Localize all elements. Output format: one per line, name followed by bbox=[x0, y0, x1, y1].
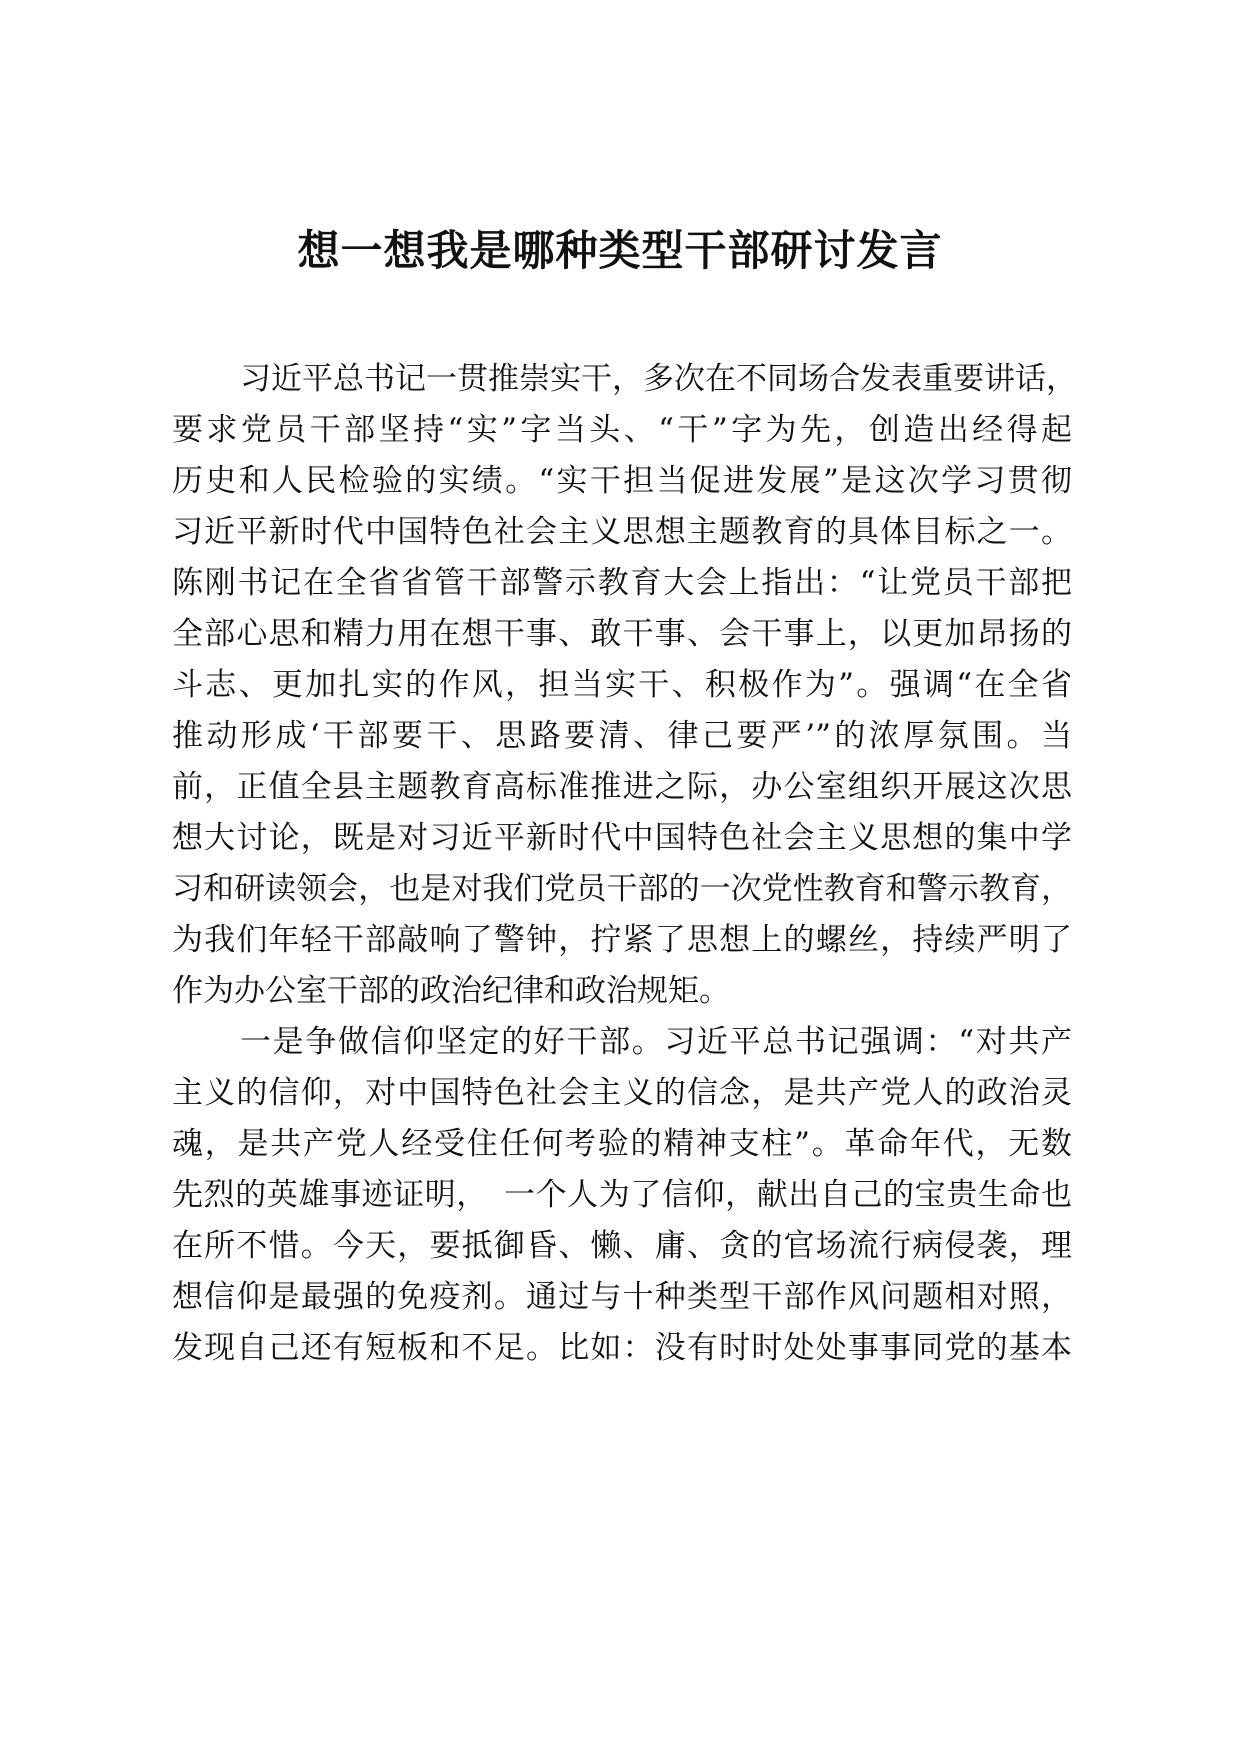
text-line: 习近平新时代中国特色社会主义思想主题教育的具体目标之一。 bbox=[172, 514, 1072, 550]
document-body bbox=[172, 354, 1077, 1374]
text-line: 先烈的英雄事迹证明， 一个人为了信仰，献出自己的宝贵生命也 bbox=[172, 1177, 1072, 1213]
text-line: 为我们年轻干部敲响了警钟，拧紧了思想上的螺丝，持续严明了 bbox=[172, 922, 1072, 958]
text-line: 要求党员干部坚持“实”字当头、“干”字为先，创造出经得起 bbox=[172, 412, 1072, 448]
text-line: 想大讨论，既是对习近平新时代中国特色社会主义思想的集中学 bbox=[172, 820, 1072, 856]
text-line: 习和研读领会，也是对我们党员干部的一次党性教育和警示教育， bbox=[172, 871, 1072, 907]
text-line: 魂，是共产党人经受住任何考验的精神支柱”。革命年代，无数 bbox=[172, 1126, 1072, 1162]
text-line: 习近平总书记一贯推崇实干，多次在不同场合发表重要讲话， bbox=[240, 361, 1077, 397]
text-line: 陈刚书记在全省省管干部警示教育大会上指出：“让党员干部把 bbox=[172, 565, 1072, 601]
paragraph-intro bbox=[172, 354, 1077, 1017]
text-line: 推动形成‘干部要干、思路要清、律己要严’”的浓厚氛围。当 bbox=[172, 718, 1072, 754]
text-line: 全部心思和精力用在想干事、敢干事、会干事上，以更加昂扬的 bbox=[172, 616, 1072, 652]
text-line: 作为办公室干部的政治纪律和政治规矩。 bbox=[172, 973, 730, 1009]
text-line: 主义的信仰，对中国特色社会主义的信念，是共产党人的政治灵 bbox=[172, 1075, 1072, 1111]
text-line: 在所不惜。今天，要抵御昏、懒、庸、贪的官场流行病侵袭，理 bbox=[172, 1228, 1072, 1264]
text-line: 一是争做信仰坚定的好干部。习近平总书记强调：“对共产 bbox=[240, 1024, 1072, 1060]
text-line: 前，正值全县主题教育高标准推进之际，办公室组织开展这次思 bbox=[172, 769, 1072, 805]
document-title: 想一想我是哪种类型干部研讨发言 bbox=[297, 226, 943, 275]
text-line: 斗志、更加扎实的作风，担当实干、积极作为”。强调“在全省 bbox=[172, 667, 1072, 703]
text-line: 想信仰是最强的免疫剂。通过与十种类型干部作风问题相对照， bbox=[172, 1279, 1072, 1315]
text-line: 历史和人民检验的实绩。“实干担当促进发展”是这次学习贯彻 bbox=[172, 463, 1072, 499]
text-line: 发现自己还有短板和不足。比如：没有时时处处事事同党的基本 bbox=[172, 1330, 1072, 1366]
paragraph-point-one bbox=[172, 1017, 1072, 1374]
